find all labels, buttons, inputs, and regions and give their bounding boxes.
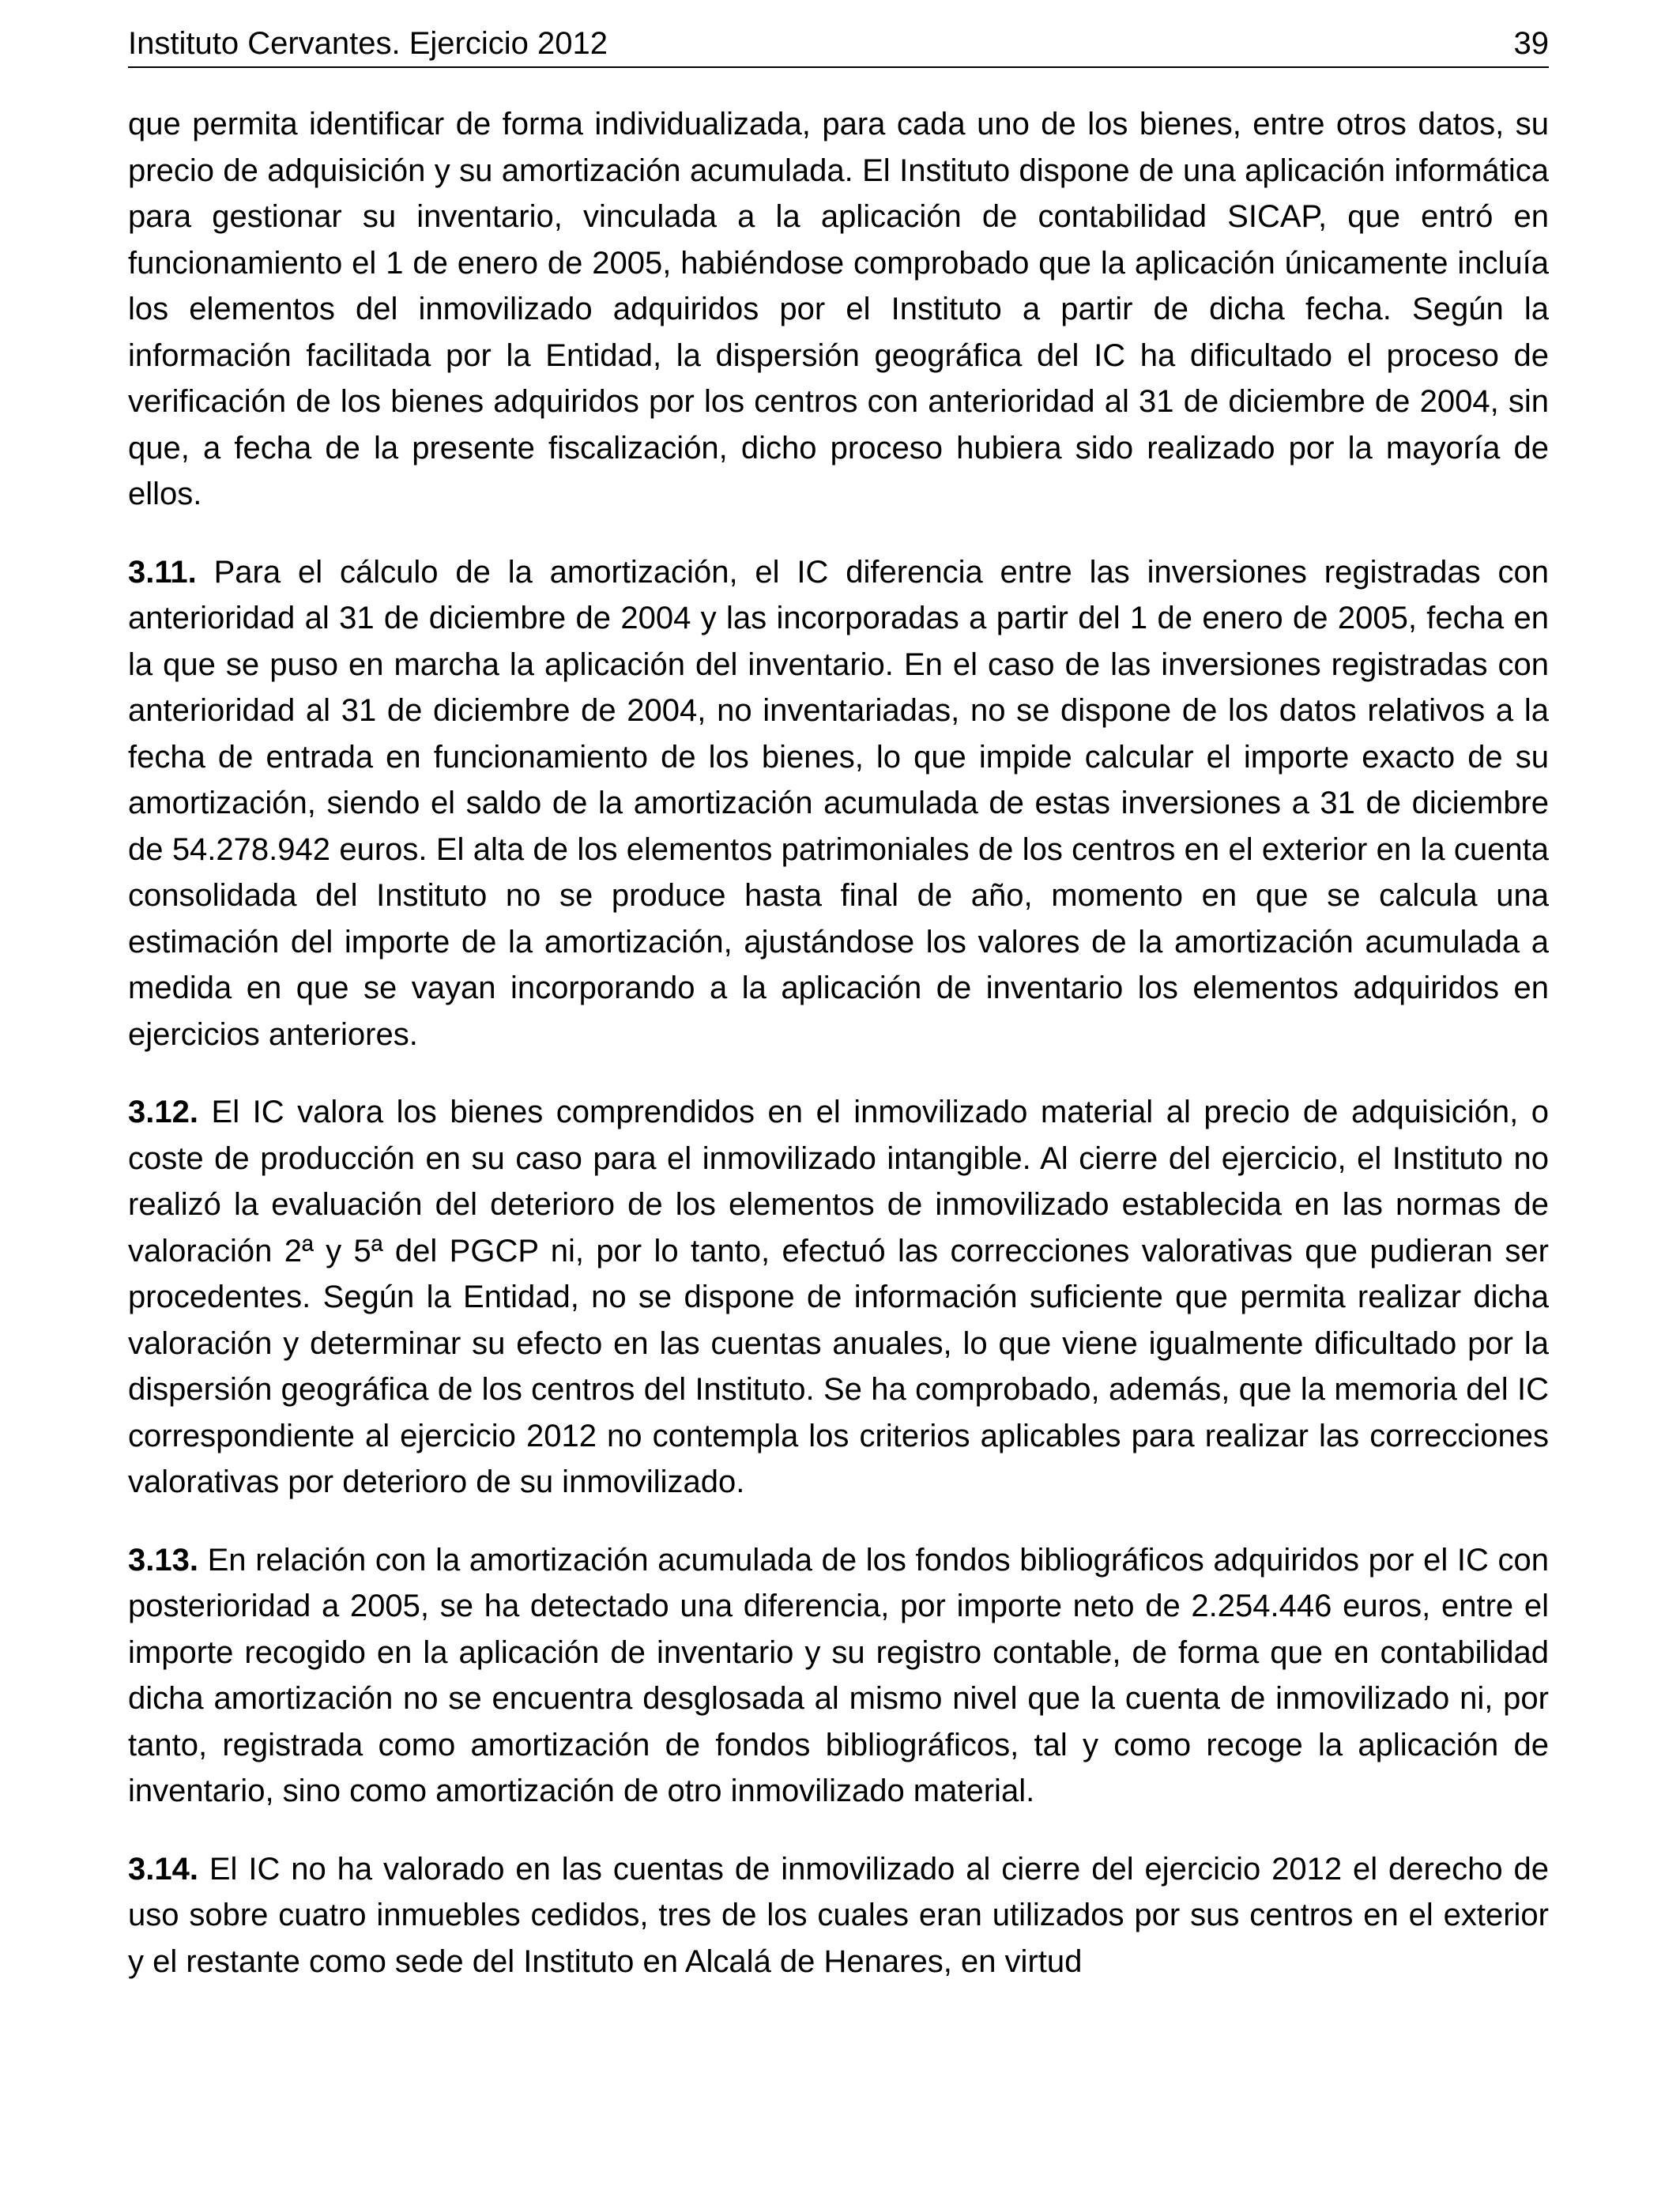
paragraph-text: Para el cálculo de la amortización, el IC diferencia entre las inversiones registradas con anterioridad al 31 de diciembre de 2004 y las incorporadas a partir del 1 de enero de 2005, fecha en la que se puso en marcha la aplicación del inventario. En el caso de las inversiones registradas con anterioridad al 31 de diciembre de 2004, no inventariadas, no se dispone de los datos relativos a la fecha de entrada en funcionamiento de los bienes, lo que impide calcular el importe exacto de su amortización, siendo el saldo de la amortización acumulada de estas inversiones a 31 de diciembre de 54.278.942 euros. El alta de los elementos patrimoniales de los centros en el exterior en la cuenta consolidada del Instituto no se produce hasta final de año, momento en que se calcula una estimación del importe de la amortización, ajustándose los valores de la amortización acumulada a medida en que se vayan incorporando a la aplicación de inventario los elementos adquiridos en ejercicios anteriores. bbox=[128, 554, 1549, 1052]
paragraph-text: El IC valora los bienes comprendidos en el inmovilizado material al precio de adquisición, o coste de producción en su caso para el inmovilizado intangible. Al cierre del ejercicio, el Instituto no realizó la evaluación del deterioro de los elementos de inmovilizado establecida en las normas de valoración 2ª y 5ª del PGCP ni, por lo tanto, efectuó las correcciones valorativas que pudieran ser procedentes. Según la Entidad, no se dispone de información suficiente que permita realizar dicha valoración y determinar su efecto en las cuentas anuales, lo que viene igualmente dificultado por la dispersión geográfica de los centros del Instituto. Se ha comprobado, además, que la memoria del IC correspondiente al ejercicio 2012 no contempla los criterios aplicables para realizar las correcciones valorativas por deterioro de su inmovilizado. bbox=[128, 1095, 1549, 1499]
paragraph-text: En relación con la amortización acumulada de los fondos bibliográficos adquiridos por el IC con posterioridad a 2005, se ha detectado una diferencia, por importe neto de 2.254.446 euros, entre el importe recogido en la aplicación de inventario y su registro contable, de forma que en contabilidad dicha amortización no se encuentra desglosada al mismo nivel que la cuenta de inmovilizado ni, por tanto, registrada como amortización de fondos bibliográficos, tal y como recoge la aplicación de inventario, sino como amortización de otro inmovilizado material. bbox=[128, 1542, 1549, 1808]
paragraph-3-13 bbox=[128, 1537, 1549, 1815]
paragraph-number: 3.13. bbox=[128, 1542, 198, 1578]
paragraph-continuation bbox=[128, 101, 1549, 518]
paragraph-text: que permita identificar de forma individualizada, para cada uno de los bienes, entre otros datos, su precio de adquisición y su amortización acumulada. El Instituto dispone de una aplicación informática para gestionar su inventario, vinculada a la aplicación de contabilidad SICAP, que entró en funcionamiento el 1 de enero de 2005, habiéndose comprobado que la aplicación únicamente incluía los elementos del inmovilizado adquiridos por el Instituto a partir de dicha fecha. Según la información facilitada por la Entidad, la dispersión geográfica del IC ha dificultado el proceso de verificación de los bienes adquiridos por los centros con anterioridad al 31 de diciembre de 2004, sin que, a fecha de la presente fiscalización, dicho proceso hubiera sido realizado por la mayoría de ellos. bbox=[128, 107, 1549, 511]
running-header bbox=[128, 22, 1549, 68]
document-page bbox=[128, 0, 1549, 2194]
paragraph-3-11 bbox=[128, 549, 1549, 1058]
paragraph-3-14 bbox=[128, 1846, 1549, 1985]
paragraph-text: El IC no ha valorado en las cuentas de inmovilizado al cierre del ejercicio 2012 el derecho de uso sobre cuatro inmuebles cedidos, tres de los cuales eran utilizados por sus centros en el exterior y el restante como sede del Instituto en Alcalá de Henares, en virtud bbox=[128, 1851, 1549, 1979]
page-number: 39 bbox=[1513, 26, 1549, 61]
paragraph-number: 3.11. bbox=[128, 554, 197, 590]
paragraph-number: 3.14. bbox=[128, 1851, 198, 1887]
body-text bbox=[128, 101, 1549, 2016]
paragraph-number: 3.12. bbox=[128, 1095, 198, 1129]
header-title: Instituto Cervantes. Ejercicio 2012 bbox=[128, 26, 608, 61]
paragraph-3-12 bbox=[128, 1089, 1549, 1506]
